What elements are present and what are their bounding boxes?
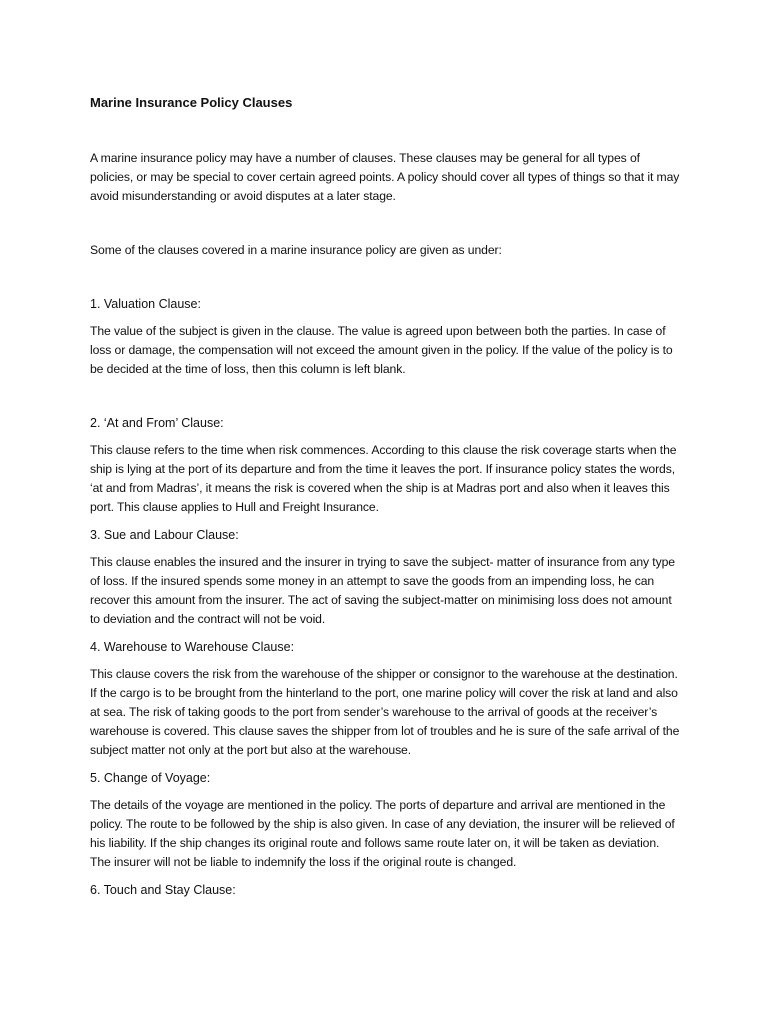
intro-paragraph: A marine insurance policy may have a number of clauses. These clauses may be general for all types of policies, or may be special to cover certain agreed points. A policy should cover all types of things so that it may avoid misunderstanding or avoid disputes at a later stage. (90, 151, 680, 203)
clause-1-body: The value of the subject is given in the clause. The value is agreed upon between both the parties. In case of loss or damage, the compensation will not exceed the amount given in the policy. If the value of the policy is to be decided at the time of loss, then this column is left blank. (90, 324, 673, 376)
clause-4-heading: 4. Warehouse to Warehouse Clause: (90, 640, 295, 654)
clause-3-heading: 3. Sue and Labour Clause: (90, 528, 239, 542)
clause-1-heading: 1. Valuation Clause: (90, 297, 201, 311)
clause-2-body: This clause refers to the time when risk commences. According to this clause the risk coverage starts when the ship is lying at the port of its departure and from the time it leaves the port. If insurance policy states the words, ‘at and from Madras’, it means the risk is covered when the ship is at Madras port and also when it leaves this port. This clause applies to Hull and Freight Insurance. (90, 443, 677, 514)
lead-in-paragraph: Some of the clauses covered in a marine insurance policy are given as under: (90, 243, 502, 257)
clause-6-heading: 6. Touch and Stay Clause: (90, 883, 236, 897)
clause-5-body: The details of the voyage are mentioned in the policy. The ports of departure and arrival are mentioned in the policy. The route to be followed by the ship is also given. In case of any deviation, the insurer will be relieved of his liability. If the ship changes its original route and follows same route later on, it will be taken as deviation. The insurer will not be liable to indemnify the loss if the original route is changed. (90, 798, 675, 869)
clause-3-body: This clause enables the insured and the insurer in trying to save the subject- matter of insurance from any type of loss. If the insured spends some money in an attempt to save the goods from an impending loss, he can recover this amount from the insurer. The act of saving the subject-matter on minimising loss does not amount to deviation and the contract will not be void. (90, 555, 675, 626)
clause-5-heading: 5. Change of Voyage: (90, 771, 211, 785)
document-page (90, 93, 680, 900)
clause-4-body: This clause covers the risk from the warehouse of the shipper or consignor to the warehouse at the destination. If the cargo is to be brought from the hinterland to the port, one marine policy will cover the risk at land and also at sea. The risk of taking goods to the port from sender’s warehouse to the arrival of goods at the receiver’s warehouse is covered. This clause saves the shipper from lot of troubles and he is sure of the safe arrival of the subject matter not only at the port but also at the warehouse. (90, 667, 680, 757)
clause-2-heading: 2. ‘At and From’ Clause: (90, 416, 224, 430)
document-title: Marine Insurance Policy Clauses (90, 95, 293, 110)
